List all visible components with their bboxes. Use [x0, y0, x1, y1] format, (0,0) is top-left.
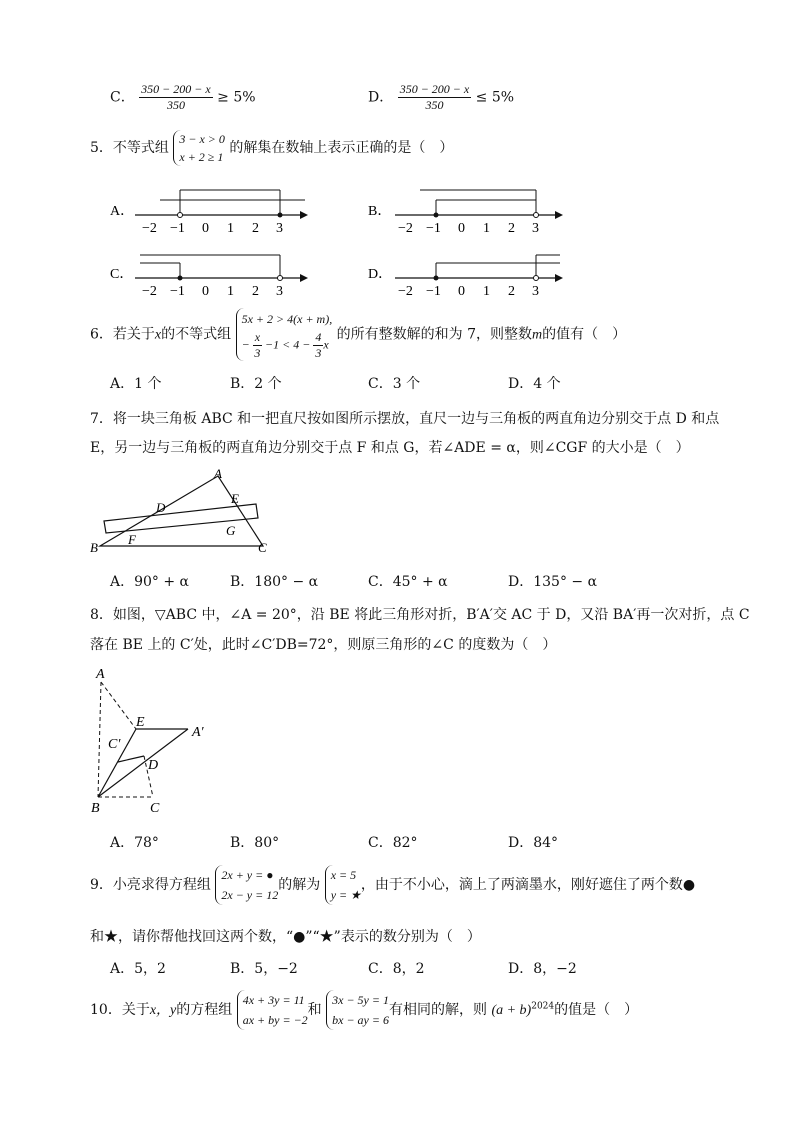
q7-figure: [88, 466, 288, 558]
q5-option-a-label: A．: [110, 204, 135, 219]
svg-text:−2: −2: [398, 221, 413, 236]
svg-text:−2: −2: [398, 284, 413, 299]
svg-text:−1: −1: [170, 221, 185, 236]
svg-text:−1: −1: [170, 284, 185, 299]
q9-choice-b: B．5，−2: [230, 961, 298, 977]
svg-text:1: 1: [227, 284, 234, 299]
q7-stem-line1: 7．将一块三角板 ABC 和一把直尺按如图所示摆放，直尺一边与三角板的两直角边分别交于点 D 和点: [90, 411, 720, 427]
svg-text:A′: A′: [192, 725, 204, 740]
q10-system-2: 3x − 5y = 1 bx − ay = 6: [326, 990, 389, 1030]
svg-text:3: 3: [532, 221, 539, 236]
q8-choice-d: D．84°: [508, 835, 559, 851]
svg-text:1: 1: [483, 221, 490, 236]
svg-text:2: 2: [252, 284, 259, 299]
q6-choice-d: D．4 个: [508, 376, 561, 392]
svg-text:D: D: [148, 758, 159, 773]
q5-option-c-label: C．: [110, 267, 134, 282]
q5-system: 3 − x > 0 x + 2 ≥ 1: [173, 130, 225, 166]
q6-stem: 6．若关于x的不等式组 5x + 2 > 4(x + m), − $\frac{x}{3}$ −1 < 4 − $\frac{4}{3}$ x 的所有整数解的和为 7，则整数m的值有（ ）: [90, 308, 626, 361]
svg-text:−1: −1: [426, 221, 441, 236]
svg-text:0: 0: [458, 284, 465, 299]
svg-text:2: 2: [252, 221, 259, 236]
q8-figure: [88, 664, 218, 816]
svg-text:1: 1: [227, 221, 234, 236]
svg-text:C: C: [150, 801, 160, 816]
q10-system-1: 4x + 3y = 11 ax + by = −2: [237, 990, 308, 1030]
svg-text:0: 0: [458, 221, 465, 236]
svg-text:−1: −1: [426, 284, 441, 299]
q7-choice-a: A．90° + α: [110, 574, 190, 590]
q5-line-c: [135, 255, 308, 282]
svg-text:B: B: [91, 801, 100, 816]
q8-choice-a: A．78°: [110, 835, 159, 851]
svg-text:G: G: [226, 523, 236, 538]
q9-choice-c: C．8，2: [368, 961, 425, 977]
q9-choice-d: D．8，−2: [508, 961, 577, 977]
q6-choice-b: B．2 个: [230, 376, 282, 392]
q10-stem: 10．关于x，y的方程组 4x + 3y = 11 ax + by = −2和 3x − 5y = 1 bx − ay = 6有相同的解，则 $(a + b)^{2024}$的值是（ ）: [90, 990, 638, 1030]
q5-line-a: [135, 190, 308, 219]
q4-c-fraction: $\frac{350 - 200 - x}{350}$: [141, 82, 211, 112]
q5-line-b: [395, 190, 563, 219]
q4-choice-c: C． $\frac{350 - 200 - x}{350}$ ≥ 5%: [110, 82, 256, 112]
q6-system: 5x + 2 > 4(x + m), − $\frac{x}{3}$ −1 < 4 − $\frac{4}{3}$ x: [236, 308, 333, 361]
svg-text:1: 1: [483, 284, 490, 299]
q7-stem-line2: E，另一边与三角板的两直角边分别交于点 F 和点 G，若∠ADE = α，则∠CGF 的大小是（ ）: [90, 440, 690, 456]
svg-text:A: A: [96, 667, 105, 682]
q6-choice-a: A．1 个: [110, 376, 162, 392]
svg-text:3: 3: [276, 221, 283, 236]
q8-stem-line1: 8．如图，▽ABC 中，∠A = 20°，沿 BE 将此三角形对折，B′A′交 AC 于 D，又沿 BA′再一次对折，点 C: [90, 607, 750, 623]
svg-text:0: 0: [202, 221, 209, 236]
q9-stem-line2: 和★，请你帮他找回这两个数，“●”“★”表示的数分别为（ ）: [90, 929, 481, 945]
svg-text:B: B: [90, 540, 98, 555]
svg-text:C: C: [258, 540, 267, 555]
svg-text:3: 3: [532, 284, 539, 299]
q5-option-d-label: D．: [368, 267, 393, 282]
q4-choice-d: D． $\frac{350 - 200 - x}{350}$ ≤ 5%: [368, 82, 515, 112]
q8-choice-c: C．82°: [368, 835, 418, 851]
q4-d-fraction: $\frac{350 - 200 - x}{350}$: [399, 82, 470, 112]
svg-text:D: D: [156, 500, 166, 515]
q5-stem: 5．不等式组 3 − x > 0 x + 2 ≥ 1 的解集在数轴上表示正确的是（ ）: [90, 132, 454, 164]
svg-text:−2: −2: [142, 221, 157, 236]
q7-choice-c: C．45° + α: [368, 574, 448, 590]
svg-text:F: F: [128, 532, 136, 547]
svg-text:E: E: [231, 491, 239, 506]
svg-text:A: A: [214, 466, 222, 481]
q5-tick-labels: [142, 221, 539, 299]
svg-text:E: E: [136, 715, 145, 730]
q7-choice-d: D．135° − α: [508, 574, 598, 590]
svg-text:C′: C′: [108, 737, 121, 752]
q5-option-b-label: B．: [368, 204, 392, 219]
q5-line-d: [395, 255, 563, 282]
q9-solution: x = 5 y = ★: [325, 865, 361, 905]
q7-choice-b: B．180° − α: [230, 574, 319, 590]
q9-choice-a: A．5，2: [110, 961, 166, 977]
q9-stem: 9．小亮求得方程组 2x + y = ● 2x − y = 12的解为 x = 5 y = ★，由于不小心，滴上了两滴墨水，刚好遮住了两个数●: [90, 865, 695, 905]
q9-system: 2x + y = ● 2x − y = 12: [215, 865, 278, 905]
svg-text:0: 0: [202, 284, 209, 299]
svg-text:2: 2: [508, 284, 515, 299]
q6-choice-c: C．3 个: [368, 376, 421, 392]
q5-number-lines: [100, 180, 570, 300]
q8-choice-b: B．80°: [230, 835, 280, 851]
q8-stem-line2: 落在 BE 上的 C′处，此时∠C′DB=72°，则原三角形的∠C 的度数为（ ）: [90, 637, 557, 653]
svg-text:3: 3: [276, 284, 283, 299]
svg-text:−2: −2: [142, 284, 157, 299]
svg-text:2: 2: [508, 221, 515, 236]
